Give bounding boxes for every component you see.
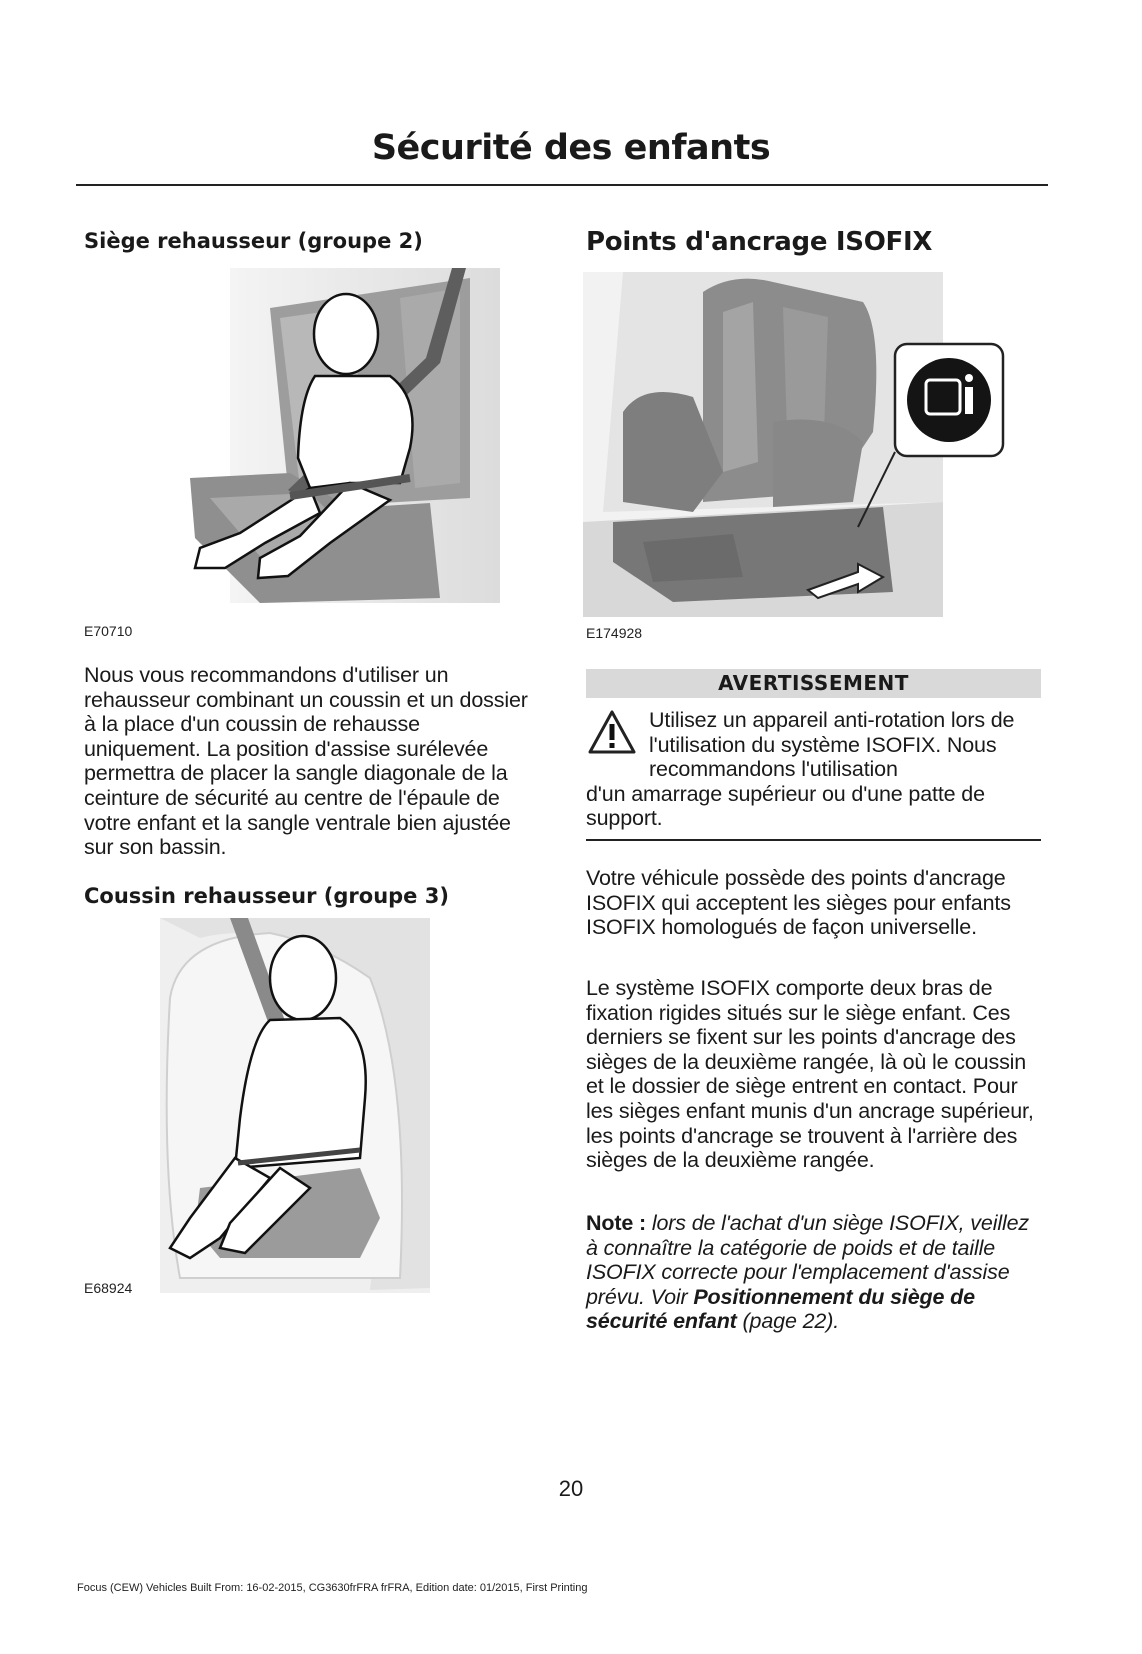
warning-text: [586, 708, 1042, 831]
footer-text: Focus (CEW) Vehicles Built From: 16-02-2015, CG3630frFRA frFRA, Edition date: 01/2015, First Printing: [77, 1582, 588, 1594]
warning-divider: [586, 839, 1041, 841]
booster-cushion-illustration: [160, 918, 430, 1293]
note-page-reference: (page 22).: [736, 1309, 840, 1334]
warning-text-rest: d'un amarrage supérieur ou d'une patte de support.: [586, 781, 985, 831]
figure-code-e70710: E70710: [84, 623, 133, 639]
note-cross-reference-link[interactable]: Positionnement du siège de sécurité enfant: [586, 1284, 975, 1334]
page-number: 20: [558, 1476, 584, 1501]
isofix-paragraph-2: Le système ISOFIX comporte deux bras de fixation rigides situés sur le siège enfant. Ces derniers se fixent sur les points d'ancrage des sièges de la deuxième rangée, là où le coussin et le dossier de siège entrent en contact. Pour les sièges enfant munis d'un ancrage supérieur, les points d'ancrage se trouvent à l'arrière des sièges de la deuxième rangée.: [586, 976, 1034, 1173]
figure-code-e68924: E68924: [84, 1280, 133, 1296]
title-divider: [76, 184, 1048, 186]
note-text: lors de l'achat d'un siège ISOFIX, veillez à connaître la catégorie de poids et de taille ISOFIX correcte pour l'emplacement d'assise prévu. Voir: [586, 1211, 1029, 1309]
section-heading-booster-seat: Siège rehausseur (groupe 2): [84, 229, 423, 253]
warning-label: AVERTISSEMENT: [586, 669, 1041, 698]
isofix-seat-illustration: [583, 272, 1008, 622]
isofix-note: [586, 1211, 1042, 1334]
section-heading-booster-cushion: Coussin rehausseur (groupe 3): [84, 884, 449, 908]
figure-code-e174928: E174928: [586, 625, 643, 641]
page-title: Sécurité des enfants: [371, 128, 771, 168]
note-label: Note :: [586, 1211, 647, 1235]
booster-paragraph: Nous vous recommandons d'utiliser un rehausseur combinant un coussin et un dossier à la place d'un coussin de rehausse uniquement. La position d'assise surélevée permettra de placer la sangle diagonale de la ceinture de sécurité au centre de l'épaule de votre enfant et la sangle ventrale bien ajustée sur son bassin.: [84, 663, 528, 860]
isofix-paragraph-1: Votre véhicule possède des points d'ancrage ISOFIX qui acceptent les sièges pour enfants ISOFIX homologués de façon universelle.: [586, 866, 1011, 940]
section-heading-isofix: Points d'ancrage ISOFIX: [586, 227, 933, 257]
booster-seat-illustration: [170, 268, 510, 608]
warning-text-indented: Utilisez un appareil anti-rotation lors de l'utilisation du système ISOFIX. Nous recommandons l'utilisation: [649, 708, 1015, 782]
